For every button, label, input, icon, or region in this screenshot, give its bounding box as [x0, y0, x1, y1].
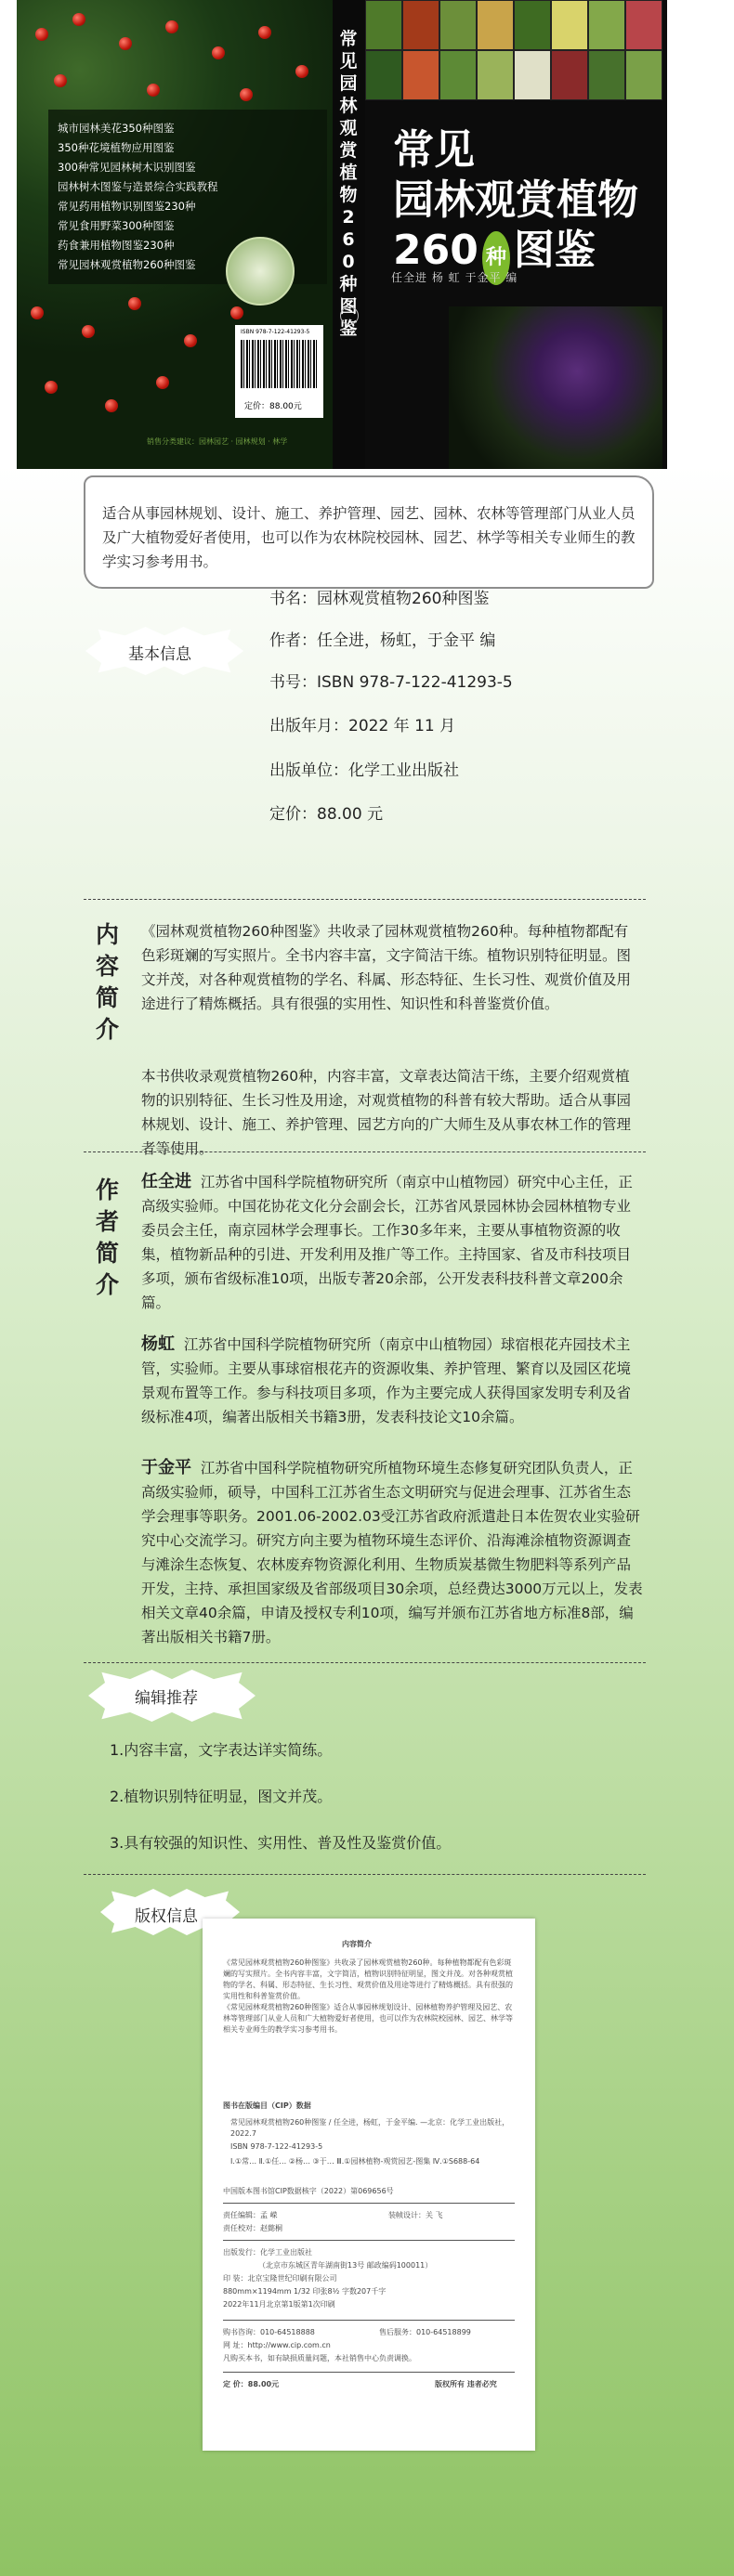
basic-info-heading: 基本信息 [128, 645, 191, 664]
info-title: 书名：园林观赏植物260种图鉴 [269, 590, 490, 608]
author-3-name: 于金平 [141, 1458, 191, 1477]
series-item: 350种花境植物应用图鉴 [58, 141, 175, 154]
spine-title: 常见园林观赏植物260种图鉴 [339, 29, 358, 339]
author-2-text: 江苏省中国科学院植物研究所（南京中山植物园）球宿根花卉园技术主管，实验师。主要从事球宿根花卉的资源收集、养护管理、繁育以及园区花境景观布置等工作。参与科技项目多项，作为主要完成人获得国家发明专利及省级标准4项，编著出版相关书籍3册，发表科技论文10余篇。 [141, 1336, 632, 1425]
cp-site: 网 址：http://www.cip.com.cn [223, 2341, 331, 2349]
cp-editor-2: 责任校对：赵懿桐 [223, 2224, 282, 2232]
series-item: 药食兼用植物图鉴230种 [58, 239, 175, 252]
cp-pub-3: 印 装：北京宝隆世纪印刷有限公司 [223, 2274, 337, 2283]
summary-heading: 内容简介 [96, 921, 120, 1043]
barcode-image [241, 340, 318, 388]
intro-text: 适合从事园林规划、设计、施工、养护管理、园艺、园林、农林等管理部门从业人员及广大植物爱好者使用，也可以作为农林院校园林、园艺、林学等相关专业师生的教学实习参考用书。 [102, 505, 636, 570]
section-divider [84, 1151, 646, 1152]
series-item: 园林树木图鉴与造景综合实践教程 [58, 180, 218, 193]
info-price: 定价：88.00 元 [269, 805, 384, 824]
cp-cip-title: 图书在版编目（CIP）数据 [223, 2101, 311, 2110]
section-divider [84, 899, 646, 900]
recommend-item: 2.植物识别特征明显，图文并茂。 [110, 1788, 333, 1805]
cp-pub-1: 出版发行：化学工业出版社 [223, 2248, 312, 2257]
author-3-bio [141, 1456, 643, 1649]
cover-title [393, 125, 638, 285]
cover-price: 定价：88.00元 [244, 402, 302, 411]
copyright-page-image [203, 1919, 535, 2451]
series-item: 常见食用野菜300种图鉴 [58, 219, 175, 232]
info-author: 作者：任全进，杨虹，于金平 编 [269, 631, 496, 650]
series-item: 300种常见园林树木识别图鉴 [58, 161, 196, 174]
cp-pub-2: （北京市东城区青年湖南街13号 邮政编码100011） [258, 2261, 433, 2270]
publisher-logo-icon [340, 306, 359, 325]
recommend-heading: 编辑推荐 [135, 1689, 198, 1708]
info-isbn: 书号：ISBN 978-7-122-41293-5 [269, 673, 513, 692]
cover-title-suffix: 图鉴 [513, 227, 596, 274]
series-item: 常见园林观赏植物260种图鉴 [58, 258, 196, 271]
cp-price: 定 价：88.00元 [223, 2380, 280, 2388]
isbn-text: ISBN 978-7-122-41293-5 [241, 329, 310, 335]
cp-blurb-1: 《常见园林观赏植物260种图鉴》共收录了园林观赏植物260种。每种植物都配有色彩斑斓的写实照片。全书内容丰富，文字简洁，植物识别特征明显，图文并茂。对各种观赏植物的学名、科属、形态特征、生长习性、观赏价值及用途等进行了精炼概括。具有很强的实用性和科普鉴赏价值。 [223, 1958, 513, 2000]
cp-page-title: 内容简介 [342, 1940, 372, 1948]
recommend-item: 3.具有较强的知识性、实用性、普及性及鉴赏价值。 [110, 1834, 452, 1852]
series-item: 城市园林美花350种图鉴 [58, 122, 175, 135]
cover-authors: 任全进 杨 虹 于金平 编 [391, 271, 518, 284]
cp-cip-1: 常见园林观赏植物260种图鉴 / 任全进，杨虹，于金平编. —北京：化学工业出版社，2022.7 [230, 2118, 510, 2138]
purple-berry-photo [449, 306, 662, 469]
cover-title-badge: 种 [482, 231, 510, 285]
cp-rule [223, 2372, 515, 2373]
book-cover [17, 0, 667, 469]
cp-cip-3: Ⅰ.①常… Ⅱ.①任… ②杨… ③于… Ⅲ.①园林植物-观赏园艺-图集 Ⅳ.①S688-64 [230, 2157, 480, 2166]
cp-notice: 凡购买本书，如有缺损质量问题，本社销售中心负责调换。 [223, 2354, 416, 2362]
front-cover [365, 0, 667, 469]
cp-service: 售后服务：010-64518899 [379, 2328, 471, 2336]
cp-editor-1: 责任编辑：孟 嵘 [223, 2211, 278, 2219]
cp-cip-4: 中国版本图书馆CIP数据核字（2022）第069656号 [223, 2187, 394, 2195]
cp-buy: 购书咨询：010-64518888 [223, 2328, 315, 2336]
sales-category: 销售分类建议：园林园艺 · 园林规划 · 林学 [147, 437, 288, 446]
info-date: 出版年月：2022 年 11 月 [269, 717, 456, 735]
cover-title-line: 园林观赏植物 [393, 176, 638, 224]
series-item: 常见药用植物识别图鉴230种 [58, 200, 196, 213]
author-2-name: 杨虹 [141, 1334, 175, 1354]
author-1-name: 任全进 [141, 1172, 191, 1191]
flower-badge-image [226, 237, 295, 306]
cp-pub-4: 880mm×1194mm 1/32 印张8½ 字数207千字 [223, 2287, 387, 2296]
author-1-bio [141, 1170, 643, 1315]
section-divider [84, 1874, 646, 1875]
cp-pub-5: 2022年11月北京第1版第1次印刷 [223, 2300, 335, 2309]
copyright-heading: 版权信息 [135, 1907, 198, 1926]
cp-cip-2: ISBN 978-7-122-41293-5 [230, 2142, 323, 2151]
summary-paragraph-2: 本书供收录观赏植物260种，内容丰富，文章表达简洁干练，主要介绍观赏植物的识别特征、生长习性及用途，对观赏植物的科普有较大帮助。适合从事园林规划、设计、施工、养护管理、园艺方向的广大师生及从事农林工作的管理者等使用。 [141, 1068, 632, 1157]
author-2-bio [141, 1333, 643, 1429]
cp-rights: 版权所有 违者必究 [435, 2380, 497, 2388]
section-divider [84, 1662, 646, 1663]
cp-designer: 装帧设计：关 飞 [388, 2211, 443, 2219]
summary-paragraph-1: 《园林观赏植物260种图鉴》共收录了园林观赏植物260种。每种植物都配有色彩斑斓的写实照片。全书内容丰富，文字简洁干练。植物识别特征明显。图文并茂，对各种观赏植物的学名、科属、形态特征、生长习性、观赏价值及用途进行了精炼概括。具有很强的实用性、知识性和科普鉴赏价值。 [141, 923, 632, 1012]
authors-heading: 作者简介 [96, 1177, 120, 1298]
cp-rule [223, 2203, 515, 2204]
author-1-text: 江苏省中国科学院植物研究所（南京中山植物园）研究中心主任，正高级实验师。中国花协花文化分会副会长，江苏省风景园林协会园林植物专业委员会主任，南京园林学会理事长。工作30多年来，主要从事植物资源的收集，植物新品种的引进、开发利用及推广等工作。主持国家、省及市科技项目多项，颁布省级标准10项，出版专著20余部，公开发表科技科普文章200余篇。 [141, 1174, 633, 1311]
cover-title-number: 260 [393, 227, 478, 274]
author-3-text: 江苏省中国科学院植物研究所植物环境生态修复研究团队负责人，正高级实验师，硕导，中国科工江苏省生态文明研究与促进会理事、江苏省生态学会理事等职务。2001.06-2002.03受江苏省政府派遣赴日本佐贺农业实验研究中心交流学习。研究方向主要为植物环境生态评价、沿海滩涂植物资源调查与滩涂生态恢复、农林废弃物资源化利用、生物质炭基微生物肥料等系列产品开发，主持、承担国家级及省部级项目30余项，总经费达3000万元以上，发表相关文章40余篇，申请及授权专利10项，编写并颁布江苏省地方标准8部，编著出版相关书籍7册。 [141, 1460, 643, 1646]
cover-title-line: 常见 [393, 126, 475, 174]
cp-blurb-2: 《常见园林观赏植物260种图鉴》适合从事园林规划设计、园林植物养护管理及园艺、农林等管理部门从业人员和广大植物爱好者使用，也可以作为农林院校园林、园艺、林学等相关专业师生的教学实习参考用书。 [223, 2003, 513, 2034]
book-spine [333, 0, 365, 469]
cp-rule [223, 2320, 515, 2321]
info-publisher: 出版单位：化学工业出版社 [269, 761, 459, 780]
barcode-box [235, 325, 323, 418]
back-cover-photo [17, 0, 333, 469]
recommend-item: 1.内容丰富，文字表达详实简练。 [110, 1741, 333, 1759]
cp-rule [223, 2240, 515, 2241]
